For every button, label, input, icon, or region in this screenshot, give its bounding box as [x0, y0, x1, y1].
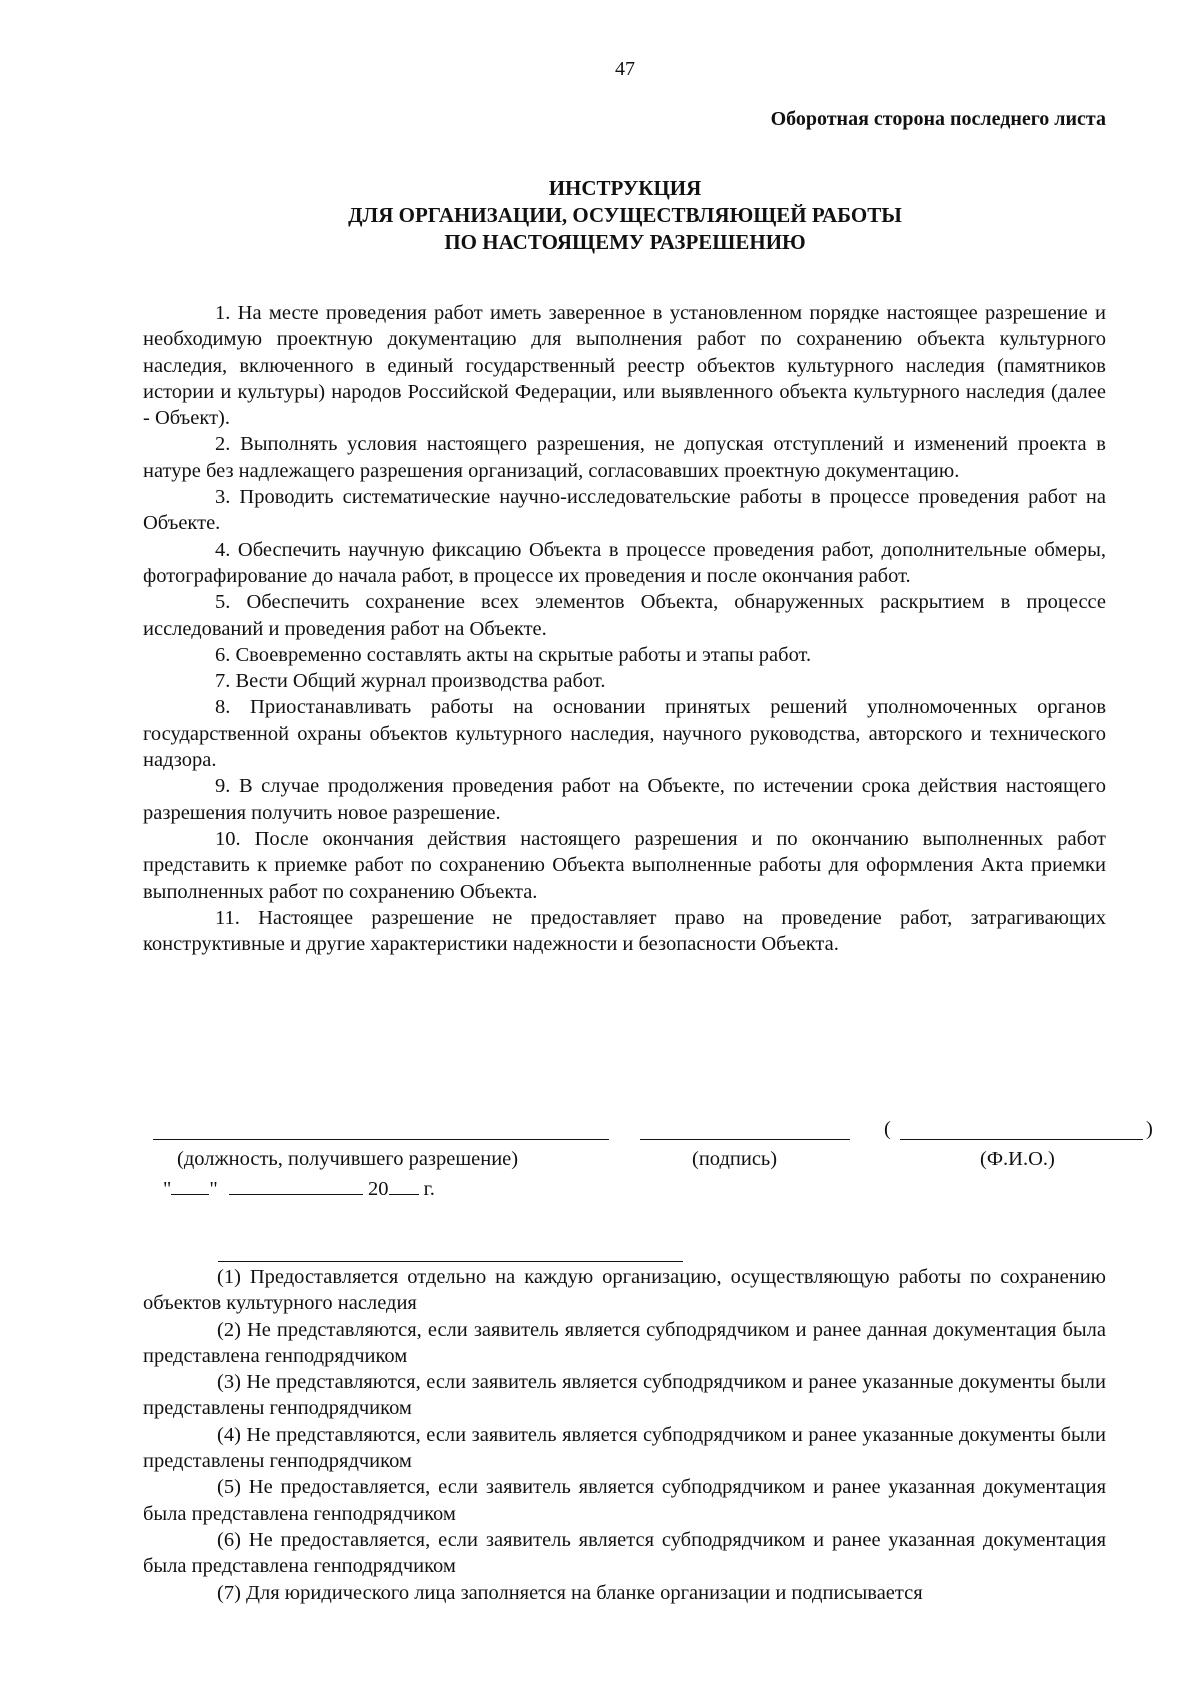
day-blank: [171, 1176, 209, 1195]
name-line: [900, 1139, 1143, 1140]
name-label: (Ф.И.О.): [980, 1148, 1055, 1170]
footnote-6: (6) Не предоставляется, если заявитель является субподрядчиком и ранее указанная документация была представлена генподрядчиком: [143, 1528, 1106, 1578]
instruction-item-7: 7. Вести Общий журнал производства работ.: [215, 670, 606, 693]
footnotes: [143, 1264, 1106, 1606]
instruction-item-11: 11. Настоящее разрешение не предоставляет право на проведение работ, затрагивающих конструктивные и другие характеристики надежности и безопасности Объекта.: [143, 906, 1106, 956]
footnote-1: (1) Предоставляется отдельно на каждую организацию, осуществляющую работы по сохранению объектов культурного наследия: [143, 1266, 1106, 1315]
instruction-item-9: 9. В случае продолжения проведения работ на Объекте, по истечении срока действия настоящего разрешения получить новое разрешение.: [143, 775, 1106, 824]
date-line: [163, 1176, 435, 1201]
side-note: Оборотная сторона последнего листа: [770, 108, 1106, 130]
footnote-3: (3) Не представляются, если заявитель является субподрядчиком и ранее указанные документы были представлены генподрядчиком: [143, 1371, 1106, 1420]
date-quote-close: ": [209, 1178, 218, 1200]
instruction-item-5: 5. Обеспечить сохранение всех элементов Объекта, обнаруженных раскрытием в процессе исследований и проведения работ на Объекте.: [143, 591, 1106, 640]
instruction-item-8: 8. Приостанавливать работы на основании принятых решений уполномоченных органов государственной охраны объектов культурного наследия, научного руководства, авторского и технического надзора.: [143, 696, 1106, 772]
position-line: [153, 1139, 609, 1140]
footnote-4: (4) Не представляются, если заявитель является субподрядчиком и ранее указанные документы были представлены генподрядчиком: [143, 1423, 1106, 1473]
date-quote-open: ": [163, 1178, 172, 1200]
signature-line: [640, 1139, 850, 1140]
month-blank: [229, 1176, 363, 1195]
instruction-item-1: 1. На месте проведения работ иметь заверенное в установленном порядке настоящее разрешение и необходимую проектную документацию для выполнения работ по сохранению объекта культурного наследия, включенного в единый государственный реестр объектов культурного наследия (памятников истории и культуры) народов Российской Федерации, или выявленного объекта культурного наследия (далее - Объект).: [143, 302, 1106, 430]
title-line-3: ПО НАСТОЯЩЕМУ РАЗРЕШЕНИЮ: [444, 230, 806, 254]
document-title: [0, 175, 1200, 256]
footnote-7: (7) Для юридического лица заполняется на бланке организации и подписывается: [217, 1581, 923, 1604]
year-blank: [389, 1176, 419, 1195]
page-number: 47: [615, 58, 635, 80]
year-prefix: 20: [368, 1178, 389, 1200]
signature-block: [143, 1118, 1163, 1208]
name-close-paren: ): [1146, 1118, 1153, 1140]
year-suffix: г.: [423, 1178, 435, 1200]
instruction-item-3: 3. Проводить систематические научно-исследовательские работы в процессе проведения работ на Объекте.: [143, 486, 1106, 535]
position-label: (должность, получившего разрешение): [177, 1148, 519, 1170]
title-line-1: ИНСТРУКЦИЯ: [548, 176, 702, 200]
instruction-item-10: 10. После окончания действия настоящего разрешения и по окончанию выполненных работ представить к приемке работ по сохранению Объекта выполненные работы для оформления Акта приемки выполненных работ по сохранению Объекта.: [143, 827, 1106, 903]
name-open-paren: (: [884, 1118, 891, 1140]
instruction-item-4: 4. Обеспечить научную фиксацию Объекта в процессе проведения работ, дополнительные обмеры, фотографирование до начала работ, в процессе их проведения и после окончания работ.: [143, 538, 1106, 587]
footnote-2: (2) Не представляются, если заявитель является субподрядчиком и ранее данная документация была представлена генподрядчиком: [143, 1318, 1106, 1367]
instruction-item-2: 2. Выполнять условия настоящего разрешения, не допуская отступлений и изменений проекта в натуре без надлежащего разрешения организаций, согласовавших проектную документацию.: [143, 433, 1106, 482]
instruction-list: [143, 300, 1106, 957]
title-line-2: ДЛЯ ОРГАНИЗАЦИИ, ОСУЩЕСТВЛЯЮЩЕЙ РАБОТЫ: [348, 203, 902, 227]
footnote-separator: [218, 1261, 683, 1262]
footnote-5: (5) Не предоставляется, если заявитель является субподрядчиком и ранее указанная документация была представлена генподрядчиком: [143, 1476, 1106, 1525]
signature-label: (подпись): [692, 1148, 778, 1170]
instruction-item-6: 6. Своевременно составлять акты на скрытые работы и этапы работ.: [215, 643, 812, 666]
